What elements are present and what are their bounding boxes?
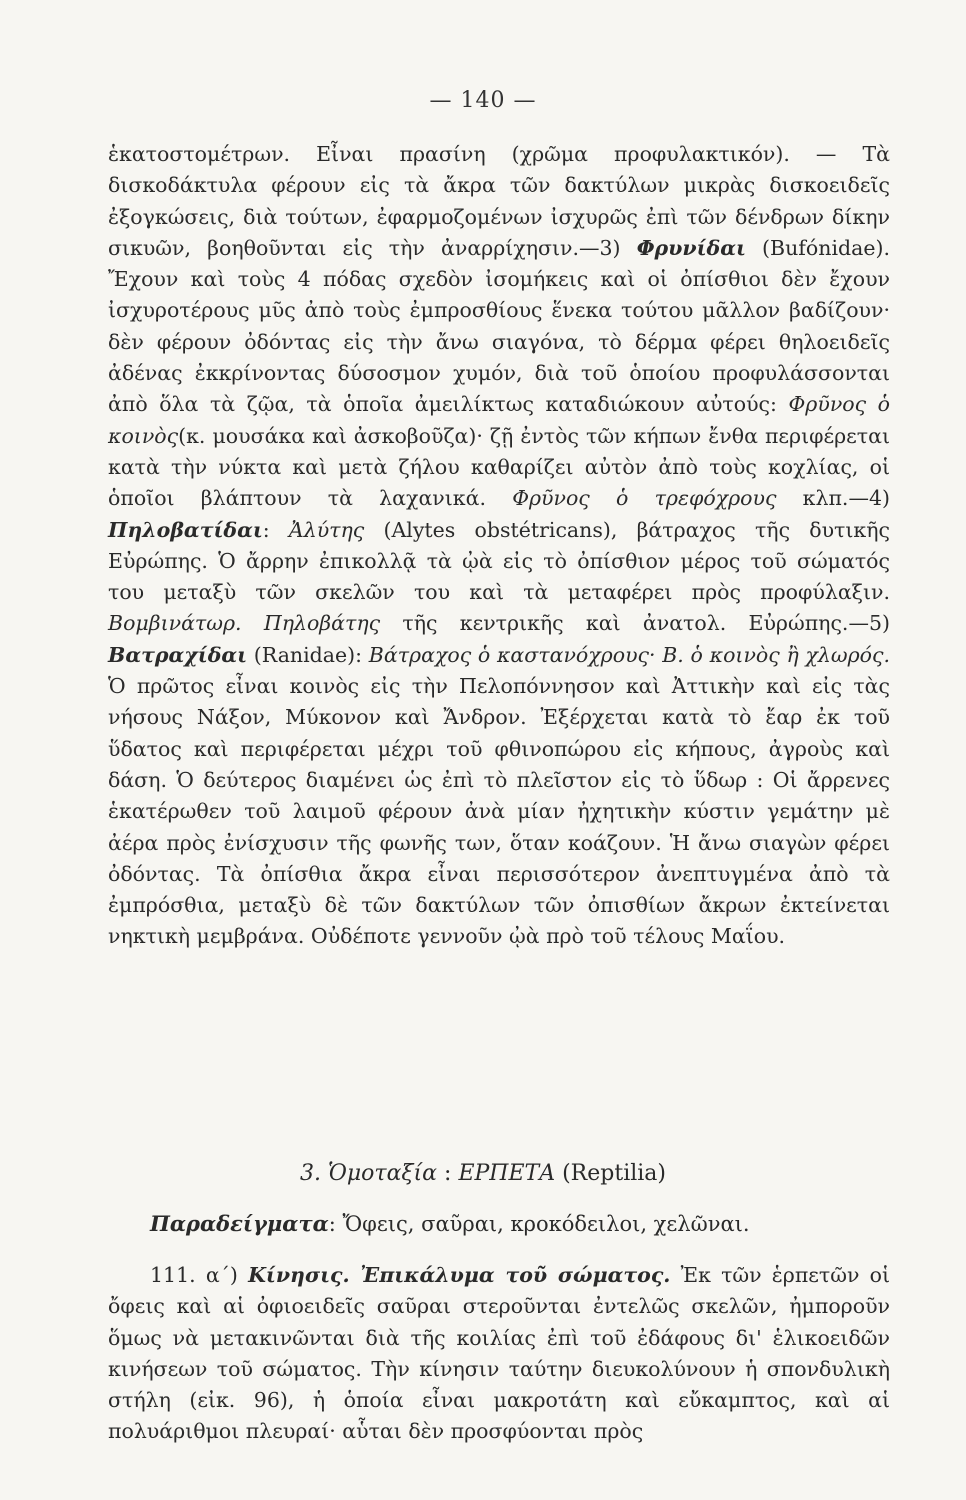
paragraph-reptile-movement xyxy=(108,1260,890,1448)
family-heading-bufonidae: Φρυνίδαι xyxy=(636,235,746,260)
text-run: (Bufónidae). Ἔχουν καὶ τοὺς 4 πόδας σχεδὸν ἰσομήκεις καὶ οἱ ὀπίσθιοι δὲν ἔχουν ἰσχυροτέρους μῦς ἀπὸ τοὺς ἐμπροσθίους ἕνεκα τούτου μᾶλλον βαδίζουν· δὲν φέρουν ὀδόντας εἰς τὴν ἄνω σιαγόνα, τὸ δέρμα φέρει θηλοειδεῖς ἀδένας ἐκκρίνοντας δύσοσμον χυμόν, διὰ τοῦ ὁποίου προφυλάσσονται ἀπὸ ὅλα τὰ ζῷα, τὰ ὁποῖα ἀμειλίκτως καταδιώκουν αὐτούς: xyxy=(108,235,890,417)
section-number: 3. xyxy=(299,1161,328,1186)
section-label: Ὁμοταξία xyxy=(327,1161,438,1186)
text-run: ἑκατοστομέτρων. Εἶναι πρασίνη (χρῶμα προφυλακτικόν). — Τὰ δισκοδάκτυλα φέρουν εἰς τὰ ἄκρα τῶν δακτύλων μικρὰς δισκοειδεῖς ἐξογκώσεις, διὰ τούτων, ἐφαρμοζομένων ἰσχυρῶς ἐπὶ τῶν δένδρων δίκην σικυῶν, βοηθοῦνται εἰς τὴν ἀναρρίχησιν.—3) xyxy=(108,142,890,260)
text-run: : xyxy=(262,517,289,542)
text-run: κλπ.—4) xyxy=(776,486,890,511)
family-heading-pelobatidae: Πηλοβατίδαι xyxy=(108,517,263,542)
paragraph-number: 111. α΄) xyxy=(150,1263,249,1287)
section-heading-reptilia xyxy=(0,1161,966,1186)
section-latin-name: (Reptilia) xyxy=(555,1161,667,1186)
section-title: ΕΡΠΕΤΑ xyxy=(458,1161,556,1186)
species-name-toad-variant: Φρῦνος ὁ τρεφόχρους xyxy=(512,486,777,511)
text-run: Ὁ πρῶτος εἶναι κοινὸς εἰς τὴν Πελοπόννησον καὶ Ἀττικὴν καὶ εἰς τὰς νήσους Νάξον, Μύκονον καὶ Ἄνδρον. Ἐξέρχεται κατὰ τὸ ἔαρ ἐκ τοῦ ὕδατος καὶ περιφέρεται μέχρι τοῦ φθινοπώρου εἰς κήπους, ἀγροὺς καὶ δάση. Ὁ δεύτερος διαμένει ὡς ἐπὶ τὸ πλεῖστον εἰς τὸ ὕδωρ : Οἱ ἄρρενες ἑκατέρωθεν τοῦ λαιμοῦ φέρουν ἀνὰ μίαν ἠχητικὴν κύστιν γεμάτην μὲ ἀέρα πρὸς ἐνίσχυσιν τῆς φωνῆς των, ὅταν κοάζουν. Ἡ ἄνω σιαγὼν φέρει ὀδόντας. Τὰ ὀπίσθια ἄκρα εἶναι περισσότερον ἀνεπτυγμένα ἀπὸ τὰ ἐμπρόσθια, μεταξὺ δὲ τῶν δακτύλων τῶν ὀπισθίων ἄκρων ἐκτείνεται νηκτικὴ μεμβράνα. Οὐδέποτε γεννοῦν ᾠὰ πρὸ τοῦ τέλους Μαΐου. xyxy=(108,674,890,949)
examples-label: Παραδείγματα xyxy=(150,1211,329,1236)
paragraph-text: Ἐκ τῶν ἑρπετῶν οἱ ὄφεις καὶ αἱ ὀφιοειδεῖς σαῦραι στεροῦνται ἐντελῶς σκελῶν, ἠμποροῦν ὅμως νὰ μετακινῶνται διὰ τῆς κοιλίας ἐπὶ τοῦ ἐδάφους δι' ἑλικοειδῶν κινήσεων τοῦ σώματος. Τὴν κίνησιν ταύτην διευκολύνουν ἡ σπονδυλικὴ στήλη (εἰκ. 96), ἡ ὁποία εἶναι μακροτάτη καὶ εὔκαμπτος, καὶ αἱ πολυάριθμοι πλευραί· αὗται δὲν προσφύονται πρὸς xyxy=(108,1263,890,1444)
species-name-alytes: Ἀλύτης xyxy=(288,517,365,542)
text-run: τῆς κεντρικῆς καὶ ἀνατολ. Εὐρώπης.—5) xyxy=(380,611,890,636)
paragraph-heading: Κίνησις. Ἐπικάλυμα τοῦ σώματος. xyxy=(248,1263,671,1287)
species-name-bombinator: Βομβινάτωρ. Πηλοβάτης xyxy=(108,611,381,636)
family-heading-ranidae: Βατραχίδαι xyxy=(108,642,248,667)
text-run: (κ. μουσάκα καὶ ἀσκοβοῦζα)· ζῇ ἐντὸς τῶν κήπων ἔνθα περιφέρεται κατὰ τὴν νύκτα καὶ μετὰ ζήλου καθαρίζει αὐτὸν ἀπὸ τοὺς κοχλίας, οἱ ὁποῖοι βλάπτουν τὰ λαχανικά. xyxy=(108,423,890,511)
text-run: (Alytes obstétricans), βάτραχος τῆς δυτικῆς Εὐρώπης. Ὁ ἄρρην ἐπικολλᾷ τὰ ᾠὰ εἰς τὸ ὀπίσθιον μέρος τοῦ σώματός του μεταξὺ τῶν σκελῶν του καὶ τὰ μεταφέρει πρὸς προφύλαξιν. xyxy=(108,517,890,605)
section-separator: : xyxy=(437,1161,459,1186)
species-name-frogs: Βάτραχος ὁ καστανόχρους· Β. ὁ κοινὸς ἢ χλωρός. xyxy=(368,642,890,667)
text-run: (Ranidae): xyxy=(247,642,369,667)
examples-text: : Ὄφεις, σαῦραι, κροκόδειλοι, χελῶναι. xyxy=(328,1212,750,1236)
examples-line xyxy=(150,1208,750,1240)
species-name-common-toad: Φρῦνος ὁ κοινὸς xyxy=(108,392,891,448)
paragraph-amphibians xyxy=(108,139,890,953)
page-number: — 140 — xyxy=(429,88,537,113)
